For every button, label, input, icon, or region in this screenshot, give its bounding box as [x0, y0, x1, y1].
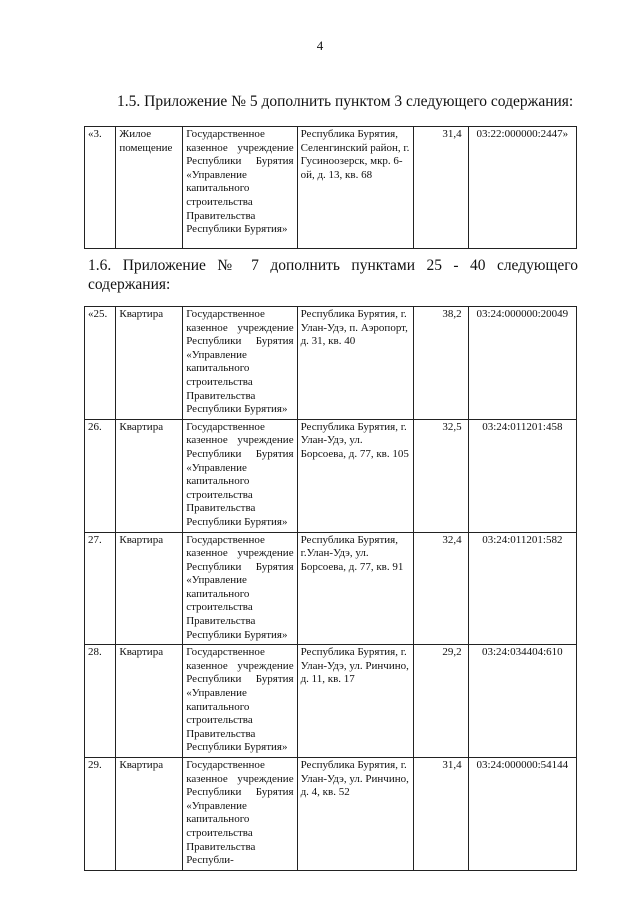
table-row [85, 419, 577, 532]
cell-area: 32,5 [413, 419, 468, 532]
cell-cadastral-number: 03:24:000000:20049 [468, 307, 576, 420]
cell-address: Республика Бурятия, г. Улан-Удэ, ул. Ринчино, д. 4, кв. 52 [297, 758, 413, 871]
page-number: 4 [316, 38, 324, 53]
cell-object-type: Квартира [116, 307, 183, 420]
cell-cadastral-number: 03:24:011201:458 [468, 419, 576, 532]
cell-cadastral-number: 03:22:000000:2447» [468, 127, 576, 249]
appendix-5-table [84, 126, 577, 249]
cell-object-type: Квартира [116, 419, 183, 532]
section-heading-1-5: 1.5. Приложение № 5 дополнить пунктом 3 следующего содержания: [117, 93, 574, 110]
table-row [85, 127, 577, 249]
cell-area: 31,4 [413, 127, 468, 249]
cell-owner: Государственное казенное учреждение Республики Бурятия «Управление капитального строительства Правительства Республики Бурятия» [183, 127, 297, 249]
cell-object-type: Квартира [116, 532, 183, 645]
cell-cadastral-number: 03:24:000000:54144 [468, 758, 576, 871]
cell-address: Республика Бурятия, г. Улан-Удэ, п. Аэропорт, д. 31, кв. 40 [297, 307, 413, 420]
cell-area: 31,4 [413, 758, 468, 871]
table-row [85, 307, 577, 420]
cell-area: 29,2 [413, 645, 468, 758]
cell-area: 38,2 [413, 307, 468, 420]
cell-address: Республика Бурятия, г. Улан-Удэ, ул. Ринчино, д. 11, кв. 17 [297, 645, 413, 758]
cell-owner: Государственное казенное учреждение Республики Бурятия «Управление капитального строительства Правительства Республи- [183, 758, 297, 871]
cell-number: 26. [85, 419, 116, 532]
cell-cadastral-number: 03:24:034404:610 [468, 645, 576, 758]
cell-number: «25. [85, 307, 116, 420]
cell-number: 28. [85, 645, 116, 758]
cell-owner: Государственное казенное учреждение Республики Бурятия «Управление капитального строительства Правительства Республики Бурятия» [183, 532, 297, 645]
cell-number: 27. [85, 532, 116, 645]
cell-owner: Государственное казенное учреждение Республики Бурятия «Управление капитального строительства Правительства Республики Бурятия» [183, 419, 297, 532]
cell-address: Республика Бурятия, г. Улан-Удэ, ул. Борсоева, д. 77, кв. 105 [297, 419, 413, 532]
cell-address: Республика Бурятия, г.Улан-Удэ, ул. Борсоева, д. 77, кв. 91 [297, 532, 413, 645]
section-heading-1-6: 1.6. Приложение № 7 дополнить пунктами 25 - 40 следующего содержания: [88, 257, 578, 293]
table-row [85, 758, 577, 871]
cell-owner: Государственное казенное учреждение Республики Бурятия «Управление капитального строительства Правительства Республики Бурятия» [183, 307, 297, 420]
cell-number: «3. [85, 127, 116, 249]
cell-owner: Государственное казенное учреждение Республики Бурятия «Управление капитального строительства Правительства Республики Бурятия» [183, 645, 297, 758]
cell-address: Республика Бурятия, Селенгинский район, г. Гусиноозерск, мкр. 6-ой, д. 13, кв. 68 [297, 127, 413, 249]
appendix-7-table [84, 306, 577, 871]
cell-number: 29. [85, 758, 116, 871]
cell-object-type: Квартира [116, 645, 183, 758]
cell-cadastral-number: 03:24:011201:582 [468, 532, 576, 645]
table-row [85, 645, 577, 758]
cell-object-type: Жилое помещение [116, 127, 183, 249]
table-row [85, 532, 577, 645]
cell-object-type: Квартира [116, 758, 183, 871]
cell-area: 32,4 [413, 532, 468, 645]
